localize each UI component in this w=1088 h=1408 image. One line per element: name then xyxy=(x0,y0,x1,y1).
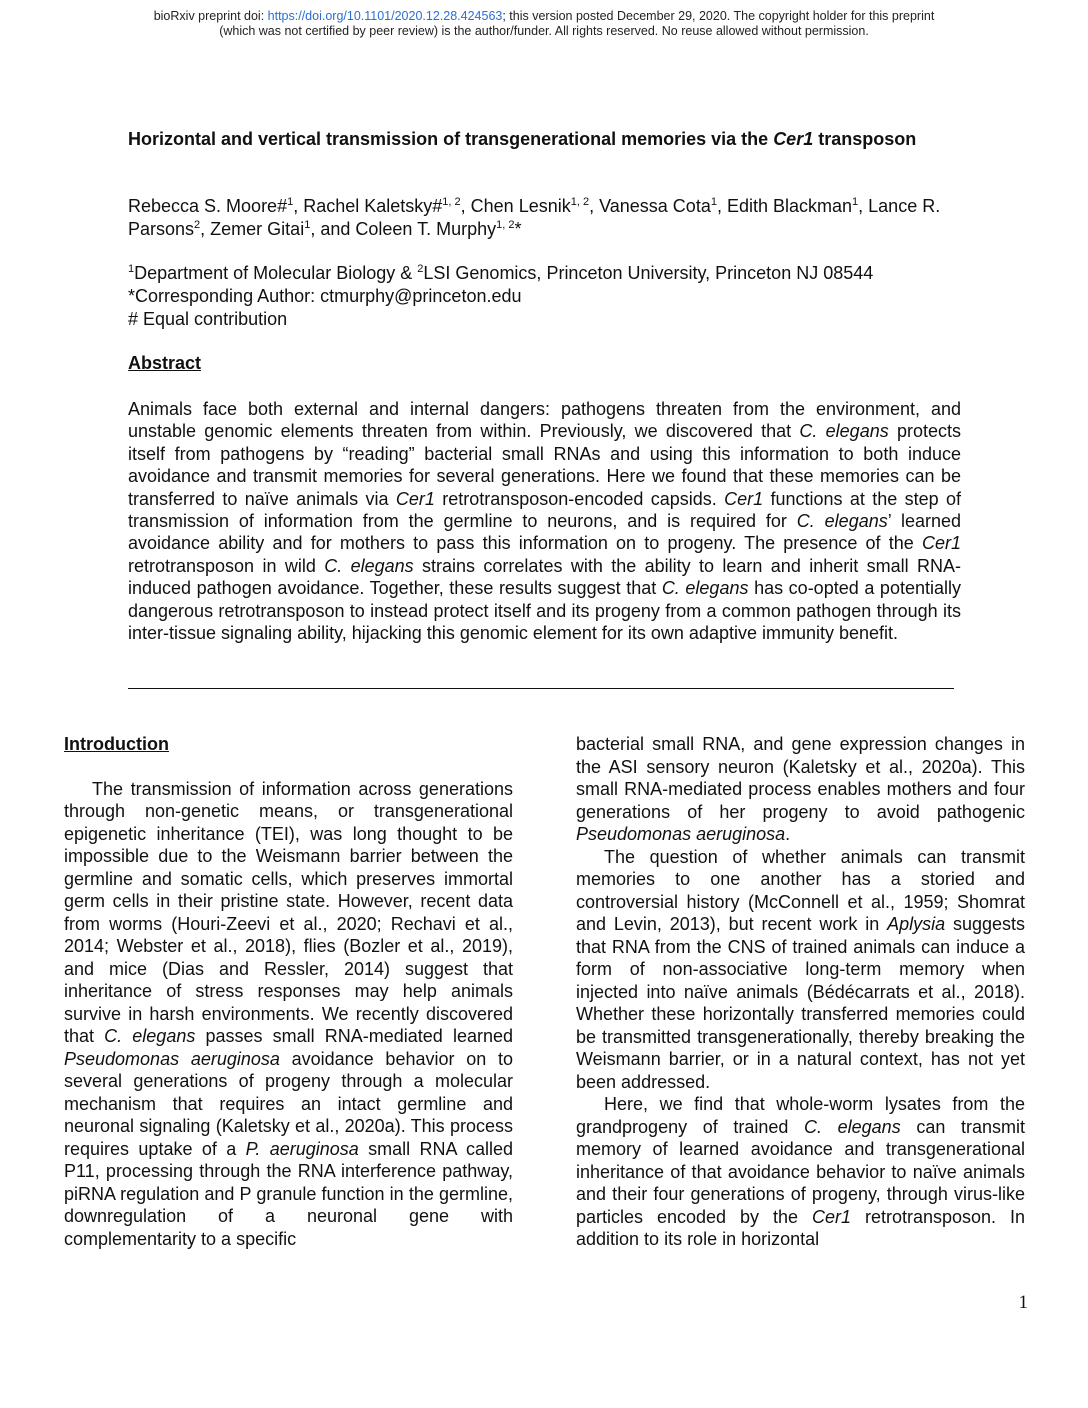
section-divider xyxy=(128,688,954,689)
affiliation-rest: LSI Genomics, Princeton University, Princeton NJ 08544 xyxy=(423,263,874,283)
body-text: can transmit memory of learned avoidance and transgenerational inheritance of that avoidance behavior to naïve animals and their four generations of progeny, through virus-like particles encoded by the xyxy=(576,1116,1025,1227)
doi-link[interactable]: https://doi.org/10.1101/2020.12.28.424563 xyxy=(267,9,503,23)
author-name: , Rachel Kaletsky# xyxy=(293,196,443,216)
body-text: bacterial small RNA, and gene expression changes in the ASI sensory neuron (Kaletsky et al., 2020a). This small RNA-mediated process enables mothers and four generations of her progeny to avoid pathogenic xyxy=(576,734,1025,822)
title-italic: Cer1 xyxy=(773,129,814,149)
corresponding-mark: * xyxy=(514,219,522,239)
abstract-text: functions at the step of transmission of information from the germline to neurons, and is required for xyxy=(128,488,961,532)
right-column xyxy=(576,733,1025,1251)
abstract-italic: Cer1 xyxy=(724,488,764,509)
body-text: . xyxy=(785,824,791,844)
body-italic: Aplysia xyxy=(887,914,946,934)
abstract-italic: C. elegans xyxy=(796,511,888,532)
equal-contribution-note: # Equal contribution xyxy=(128,309,288,329)
body-italic: Pseudomonas aeruginosa xyxy=(576,824,786,844)
abstract-italic: C. elegans xyxy=(799,421,889,442)
notice-prefix: bioRxiv preprint doi: xyxy=(153,9,268,23)
author-affiliation-sup: 2 xyxy=(194,219,201,231)
body-italic: C. elegans xyxy=(804,1116,901,1137)
author-affiliation-sup: 1, 2 xyxy=(570,196,590,208)
author-name: , Chen Lesnik xyxy=(460,196,571,216)
intro-paragraph-2 xyxy=(576,846,1025,1094)
affiliation-dept: Department of Molecular Biology & xyxy=(134,263,418,283)
abstract-heading: Abstract xyxy=(128,353,202,373)
author-affiliation-sup: 1, 2 xyxy=(496,219,515,231)
author-name: , Zemer Gitai xyxy=(200,219,305,239)
intro-paragraph-1-continued xyxy=(576,733,1025,846)
preprint-notice xyxy=(0,9,1088,39)
body-text: suggests that RNA from the CNS of trained animals can induce a form of non-associative long-term memory when injected into naïve animals (Bédécarrats et al., 2018). Whether these horizontally transferred memories could be transmitted transgenerationally, thereby breaking the Weismann barrier, or in a natural context, has not yet been addressed. xyxy=(576,914,1025,1092)
affiliation-sup: 1 xyxy=(128,263,135,275)
body-text: The transmission of information across generations through non-genetic means, or transgenerational epigenetic inheritance (TEI), was long thought to be impossible due to the Weismann barrier between the germline and somatic cells, which preserves immortal germ cells in their pristine state. However, recent data from worms (Houri-Zeevi et al., 2020; Rechavi et al., 2014; Webster et al., 2018), flies (Bozler et al., 2019), and mice (Dias and Ressler, 2014) suggest that inheritance of stress responses may help animals survive in harsh environments. We recently discovered that xyxy=(64,778,513,1046)
abstract-text: retrotransposon-encoded capsids. xyxy=(434,488,725,509)
abstract-italic: C. elegans xyxy=(661,578,749,599)
author-affiliation-sup: 1 xyxy=(852,196,859,208)
body-italic: P. aeruginosa xyxy=(245,1138,359,1159)
body-text: The question of whether animals can transmit memories to one another has a storied and controversial history (McConnell et al., 1959; Shomrat and Levin, 2013), but recent work in xyxy=(576,846,1025,934)
author-name: , Edith Blackman xyxy=(716,196,853,216)
body-text: Here, we find that whole-worm lysates from the grandprogeny of trained xyxy=(576,1094,1025,1137)
author-affiliation-sup: 1 xyxy=(304,219,311,231)
preprint-notice-line2: (which was not certified by peer review) is the author/funder. All rights reserved. No reuse allowed without permission. xyxy=(219,24,869,38)
page-number: 1 xyxy=(1018,1292,1028,1313)
intro-paragraph-3 xyxy=(576,1093,1025,1251)
introduction-heading: Introduction xyxy=(64,734,169,754)
author-name: , Lance R. Parsons xyxy=(128,196,941,239)
abstract-text: protects itself from pathogens by “reading” bacterial small RNAs and using this information to both induce avoidance and transmit memories for several generations. Here we found that these memories can be transferred to naïve animals via xyxy=(128,421,962,509)
author-name: , Vanessa Cota xyxy=(589,196,711,216)
abstract-text: Animals face both external and internal dangers: pathogens threaten from the environment, and unstable genomic elements threaten from within. Previously, we discovered that xyxy=(128,399,961,442)
affiliation-sup: 2 xyxy=(417,263,424,275)
affiliation-line xyxy=(128,262,961,285)
title-text: Horizontal and vertical transmission of transgenerational memories via the xyxy=(128,129,774,149)
abstract-italic: C. elegans xyxy=(324,555,414,576)
abstract-text: has co-opted a potentially dangerous retrotransposon to instead protect itself and its progeny from a common pathogen through its inter-tissue signaling ability, hijacking this genomic element for its own adaptive immunity benefit. xyxy=(128,578,961,644)
body-text: avoidance behavior on to several generations of progeny through a molecular mechanism that requires an intact germline and neuronal signaling (Kaletsky et al., 2020a). This process requires uptake of a xyxy=(64,1048,513,1159)
body-text: retrotransposon. In addition to its role in horizontal xyxy=(576,1206,1025,1249)
author-affiliation-sup: 1 xyxy=(710,196,717,208)
intro-paragraph-1 xyxy=(64,778,513,1251)
body-italic: Cer1 xyxy=(811,1206,851,1227)
left-column xyxy=(64,733,513,1250)
abstract-italic: Cer1 xyxy=(921,533,961,554)
abstract-italic: Cer1 xyxy=(395,488,435,509)
body-text: passes small RNA-mediated learned xyxy=(195,1026,513,1046)
notice-suffix: ; this version posted December 29, 2020. The copyright holder for this preprint xyxy=(502,9,935,23)
affiliations xyxy=(128,262,961,331)
preprint-notice-line1 xyxy=(0,9,1088,24)
author-affiliation-sup: 1, 2 xyxy=(442,196,461,208)
author-name: Rebecca S. Moore# xyxy=(128,196,288,216)
abstract-text: strains correlates with the ability to learn and inherit small RNA-induced pathogen avoidance. Together, these results suggest that xyxy=(128,555,961,599)
abstract-body xyxy=(128,398,961,644)
author-affiliation-sup: 1 xyxy=(287,196,294,208)
paper-title xyxy=(128,128,961,151)
abstract-text: retrotransposon in wild xyxy=(128,555,325,576)
author-name: , and Coleen T. Murphy xyxy=(310,219,497,239)
body-text: small RNA called P11, processing through the RNA interference pathway, piRNA regulation and P granule function in the germline, downregulation of a neuronal gene with complementarity to a specific xyxy=(64,1138,513,1249)
corresponding-author: *Corresponding Author: ctmurphy@princeton.edu xyxy=(128,286,522,306)
author-list xyxy=(128,195,961,241)
body-italic: C. elegans xyxy=(104,1026,196,1046)
title-end: transposon xyxy=(813,129,917,149)
abstract-text: ’ learned avoidance ability and for mothers to pass this information on to progeny. The presence of the xyxy=(128,511,961,554)
body-italic: Pseudomonas aeruginosa xyxy=(64,1048,280,1069)
